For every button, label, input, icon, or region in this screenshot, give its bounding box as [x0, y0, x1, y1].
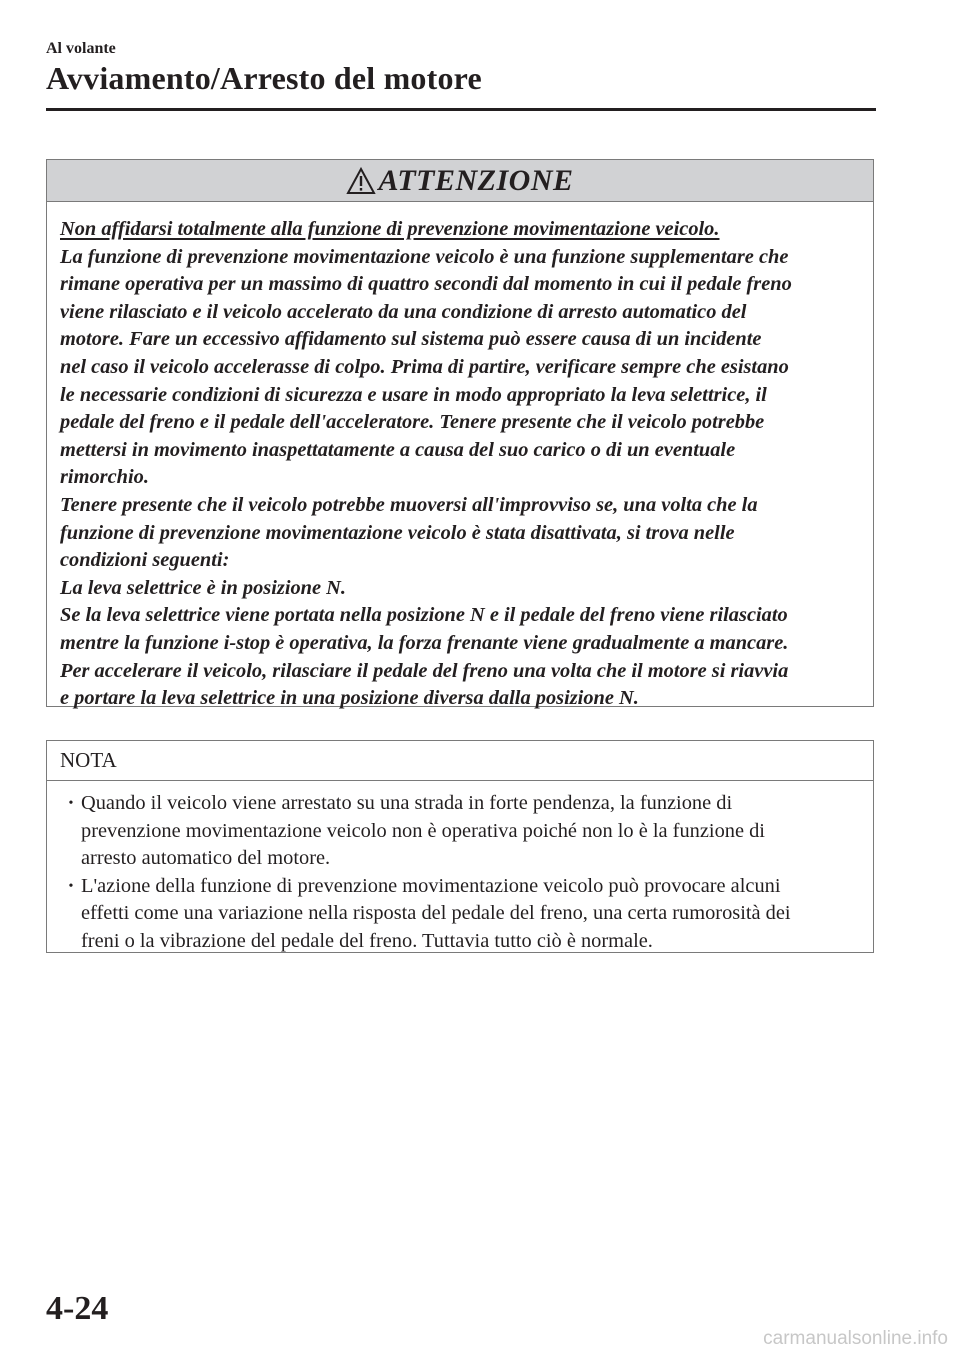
warning-underlined-line: Non affidarsi totalmente alla funzione di prevenzione movimentazione veicolo.	[60, 218, 720, 240]
warning-line: condizioni seguenti:	[60, 549, 230, 572]
note-bullet-text	[81, 873, 791, 956]
warning-line: viene rilasciato e il veicolo accelerato da una condizione di arresto automatico del	[60, 300, 747, 323]
warning-line: rimane operativa per un massimo di quattro secondi dal momento in cui il pedale freno	[60, 273, 792, 296]
note-line: arresto automatico del motore.	[81, 847, 331, 870]
section-label: Al volante	[46, 40, 116, 57]
warning-line: e portare la leva selettrice in una posizione diversa dalla posizione N.	[60, 687, 639, 710]
warning-line: La leva selettrice è in posizione N.	[60, 576, 346, 599]
note-line: Quando il veicolo viene arrestato su una strada in forte pendenza, la funzione di	[81, 792, 733, 814]
bullet-dot-icon: •	[68, 796, 74, 811]
note-bullet-text	[81, 790, 765, 873]
bullet-dot-icon: •	[68, 878, 74, 894]
warning-line: mentre la funzione i-stop è operativa, la forza frenante viene gradualmente a mancare.	[60, 631, 789, 654]
warning-header	[47, 160, 873, 202]
note-line: effetti come una variazione nella risposta del pedale del freno, una certa rumorosità dei	[81, 902, 791, 925]
warning-line: nel caso il veicolo accelerasse di colpo. Prima di partire, verificare sempre che esistano	[60, 355, 789, 378]
warning-line: Se la leva selettrice viene portata nella posizione N e il pedale del freno viene rilasciato	[60, 604, 788, 627]
note-line: L'azione della funzione di prevenzione movimentazione veicolo può provocare alcuni	[81, 874, 781, 897]
note-header	[47, 741, 873, 781]
warning-line: pedale del freno e il pedale dell'acceleratore. Tenere presente che il veicolo potrebbe	[60, 411, 765, 434]
warning-line: La funzione di prevenzione movimentazione veicolo è una funzione supplementare che	[60, 245, 789, 268]
note-line: prevenzione movimentazione veicolo non è operativa poiché non lo è la funzione di	[81, 819, 765, 842]
note-box	[46, 740, 874, 953]
note-body	[47, 781, 873, 956]
warning-line: le necessarie condizioni di sicurezza e usare in modo appropriato la leva selettrice, il	[60, 383, 767, 406]
watermark: carmanualsonline.info	[763, 1328, 948, 1349]
warning-line: Per accelerare il veicolo, rilasciare il pedale del freno una volta che il motore si riavvia	[60, 659, 789, 682]
warning-line: mettersi in movimento inaspettatamente a causa del suo carico o di un eventuale	[60, 438, 736, 461]
note-title: NOTA	[60, 748, 117, 772]
warning-title: ATTENZIONE	[378, 163, 574, 197]
page-number: 4-24	[46, 1290, 109, 1327]
note-bullet	[61, 873, 863, 956]
warning-line: motore. Fare un eccessivo affidamento sul sistema può essere causa di un incidente	[60, 328, 762, 351]
warning-triangle-icon	[346, 167, 376, 195]
warning-box	[46, 159, 874, 710]
page-title: Avviamento/Arresto del motore	[46, 60, 482, 96]
title-rule	[46, 108, 876, 111]
warning-line: Tenere presente che il veicolo potrebbe muoversi all'improvviso se, una volta che la	[60, 493, 758, 516]
warning-body	[47, 202, 873, 713]
warning-line: rimorchio.	[60, 466, 149, 489]
note-bullet	[61, 790, 863, 873]
note-line: freni o la vibrazione del pedale del freno. Tuttavia tutto ciò è normale.	[81, 929, 653, 952]
warning-line: funzione di prevenzione movimentazione veicolo è stata disattivata, si trova nelle	[60, 521, 735, 544]
